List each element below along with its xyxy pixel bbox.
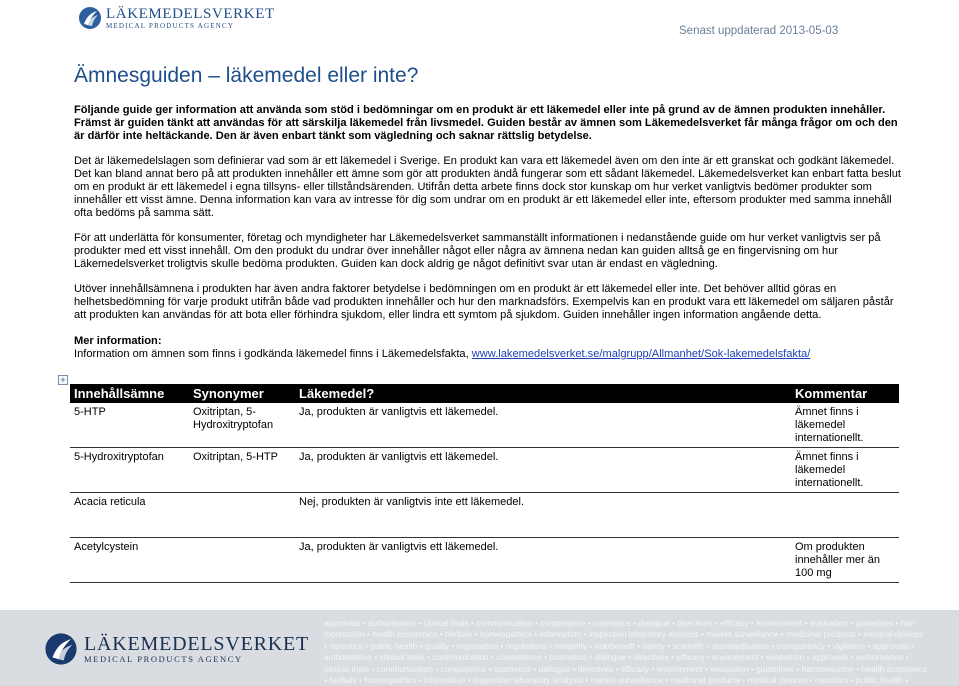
cell-substance: 5-HTP — [70, 403, 189, 448]
cell-synonyms — [189, 538, 295, 583]
substance-table — [70, 384, 899, 583]
keyword-line: authorisation • clinical trials • communication • competence • cosmetics • dialogue • directives • efficacy • environment • evaluation • approvals • authorisation • — [324, 652, 909, 663]
agency-logo-icon — [78, 6, 102, 30]
header-comment: Kommentar — [791, 384, 899, 403]
plus-box-icon[interactable]: + — [58, 375, 68, 385]
more-info — [74, 335, 904, 361]
lakemedelsfakta-link[interactable]: www.lakemedelsverket.se/malgrupp/Allmanhet/Sok-lakemedelsfakta/ — [471, 347, 811, 360]
paragraph-guide: För att underlätta för konsumenter, företag och myndigheter har Läkemedelsverket sammanställt informationen i nedanstående guide om hur verket vanligtvis ser på produkter med ett visst innehåll. Om den produkt du undrar över innehåller något eller några av ämnena nedan kan guiden alltså ge en fingervisning om hur Läkemedelsverket troligtvis skulle bedöma produkten. Guiden kan dock aldrig ge något definitivt svar utan är endast en vägledning. — [74, 232, 881, 271]
header-substance: Innehållsämne — [70, 384, 189, 403]
cell-verdict: Ja, produkten är vanligtvis ett läkemedel. — [295, 448, 791, 493]
footer-logo-subtitle: MEDICAL PRODUCTS AGENCY — [84, 654, 243, 664]
paragraph-law: Det är läkemedelslagen som definierar vad som är ett läkemedel i Sverige. En produkt kan vara ett läkemedel även om den inte är ett granskat och godkänt läkemedel. Det kan bland annat bero på att produkten innehåller ett ämne som gör att produkten ändå fungerar som ett sådant läkemedel. Läkemedelsverket kan enbart fatta beslut om en produkt är ett läkemedel i egna tillsyns- eller tillståndsärenden. Utifrån detta arbete finns dock stor kunskap om hur verket vanligtvis bedömer produkter som innehåller ett visst ämne. Denna information kan vara av intresse för dig som undrar om en produkt är ett läkemedel eller inte, eftersom produkter med samma innehåll ofta bedöms på samma sätt. — [74, 155, 901, 219]
cell-comment: Ämnet finns i läkemedel internationellt. — [791, 403, 899, 448]
cell-verdict: Ja, produkten är vanligtvis ett läkemedel. — [295, 403, 791, 448]
cell-substance: Acacia reticula — [70, 493, 189, 538]
header-synonyms: Synonymer — [189, 384, 295, 403]
cell-substance: 5-Hydroxitryptofan — [70, 448, 189, 493]
cell-substance: Acetylcystein — [70, 538, 189, 583]
footer-logo-name: LÄKEMEDELSVERKET — [84, 633, 309, 655]
paragraph-factors: Utöver innehållsämnena i produkten har även andra faktorer betydelse i bedömningen om en produkt är ett läkemedel eller inte. Det behöver alltid göras en helhetsbedömning för varje produkt utifrån både vad produkten innehåller och hur den marknadsförs. Exempelvis kan en produkt vara ett läkemedel om säljaren påstår att produkten kan användas för att bota eller förhindra sjukdom, eller lindra ett symtom på sjukdom. Guiden innehåller ingen information angående detta. — [74, 283, 894, 322]
header-verdict: Läkemedel? — [295, 384, 791, 403]
logo-subtitle: MEDICAL PRODUCTS AGENCY — [106, 21, 235, 30]
header-logo — [78, 6, 275, 30]
footer-logo — [44, 632, 309, 666]
cell-synonyms: Oxitriptan, 5-HTP — [189, 448, 295, 493]
cell-comment: Om produkten innehåller mer än 100 mg — [791, 538, 899, 583]
cell-comment: Ämnet finns i läkemedel internationellt. — [791, 448, 899, 493]
page-title: Ämnesguiden – läkemedel eller inte? — [74, 64, 419, 87]
cell-verdict: Nej, produkten är vanligtvis inte ett läkemedel. — [295, 493, 791, 538]
table-row — [70, 538, 899, 583]
keyword-line: • narcotics • public health • quality • registration • regulations • reliability • risk/benefit • safety • scientific • standardisation • transparency • vigilance • approvals • — [324, 640, 915, 651]
cell-comment — [791, 493, 899, 538]
logo-name: LÄKEMEDELSVERKET — [106, 5, 275, 22]
cell-verdict: Ja, produkten är vanligtvis ett läkemedel. — [295, 538, 791, 583]
footer-band — [0, 610, 959, 686]
footer-keywords — [324, 618, 959, 686]
more-info-heading: Mer information: — [74, 334, 162, 347]
keyword-line: approvals • authorisation • clinical trials • communication • competence • cosmetics • dialogue • directives • efficacy • environment • evaluation • guidelines • har- — [324, 618, 916, 628]
table-row — [70, 403, 899, 448]
intro-content — [74, 104, 904, 361]
keyword-line: clinical trials • communication • competence • cosmetics • dialogue • directives • efficacy • environment • evaluation • guidelines • harmonisation • health economics — [324, 663, 927, 674]
cell-synonyms: Oxitriptan, 5-Hydroxitryptofan — [189, 403, 295, 448]
table-header-row — [70, 384, 899, 403]
table-row — [70, 448, 899, 493]
table-row — [70, 493, 899, 538]
intro-bold-paragraph: Följande guide ger information att använda som stöd i bedömningar om en produkt är ett läkemedel eller inte på grund av de ämnen produkten innehåller. Främst är guiden tänkt att användas för att särskilja läkemedel från livsmedel. Guiden består av ämnen som Läkemedelsverket får många frågor om och den är därför inte heltäckande. Den är även enbart tänkt som vägledning och saknar rättslig betydelse. — [74, 104, 898, 142]
agency-logo-icon — [44, 632, 78, 666]
keyword-line: • herbals • homeopathics • information • inspection laboratory analysis • market surveillance • medicinal products • medical devices • narcotics • public health • — [324, 675, 909, 686]
last-updated: Senast uppdaterad 2013-05-03 — [679, 25, 839, 37]
cell-synonyms — [189, 493, 295, 538]
more-info-text: Information om ämnen som finns i godkända läkemedel finns i Läkemedelsfakta, — [74, 347, 469, 360]
keyword-line: monisation • health economics • herbals • homeopathics • information • inspection laboratory analysis • market surveillance • medicinal products • medical devices — [324, 629, 923, 640]
